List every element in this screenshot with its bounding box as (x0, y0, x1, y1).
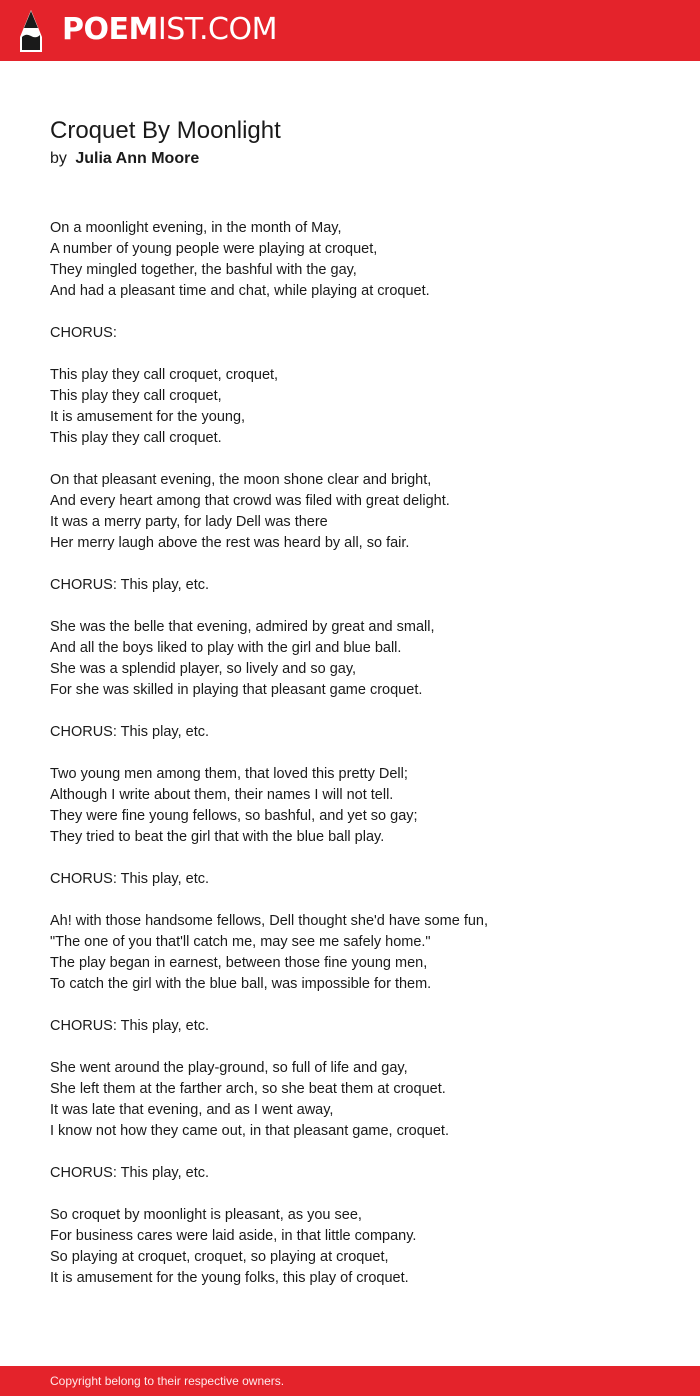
poem-line: She left them at the farther arch, so she beat them at croquet. (50, 1081, 446, 1097)
poem-body (50, 218, 670, 1310)
poem-line: On a moonlight evening, in the month of May, (50, 220, 342, 236)
poem-stanza (50, 1205, 670, 1289)
poem-stanza (50, 911, 670, 995)
poem-line: They mingled together, the bashful with the gay, (50, 262, 357, 278)
poem-stanza (50, 470, 670, 554)
copyright-text: Copyright belong to their respective owners. (50, 1374, 285, 1388)
poem-line: Her merry laugh above the rest was heard by all, so fair. (50, 535, 410, 551)
poem-line: She was a splendid player, so lively and so gay, (50, 661, 357, 677)
poem-line: On that pleasant evening, the moon shone clear and bright, (50, 472, 432, 488)
author-name: Julia Ann Moore (75, 150, 200, 167)
poem-line: They tried to beat the girl that with the blue ball play. (50, 829, 385, 845)
poem-line: This play they call croquet. (50, 430, 222, 446)
poem-line: So croquet by moonlight is pleasant, as you see, (50, 1207, 362, 1223)
poem-stanza (50, 365, 670, 449)
poem-line: She went around the play-ground, so full of life and gay, (50, 1060, 408, 1076)
poem-stanza (50, 617, 670, 701)
poem-stanza (50, 1016, 670, 1037)
poem-line: To catch the girl with the blue ball, was impossible for them. (50, 976, 432, 992)
poem-stanza (50, 722, 670, 743)
site-header (0, 0, 700, 61)
poem-stanza (50, 869, 670, 890)
poem-byline (50, 148, 199, 170)
poem-line: And all the boys liked to play with the girl and blue ball. (50, 640, 402, 656)
poem-stanza (50, 218, 670, 302)
logo-bold-text: POEM (62, 12, 158, 47)
logo-light-text: IST.COM (157, 12, 277, 47)
pencil-logo-icon[interactable] (18, 10, 44, 52)
poem-line: It is amusement for the young, (50, 409, 246, 425)
poem-line: I know not how they came out, in that pleasant game, croquet. (50, 1123, 449, 1139)
poem-line: This play they call croquet, croquet, (50, 367, 279, 383)
poem-stanza (50, 1163, 670, 1184)
site-footer (0, 1366, 700, 1396)
poem-line: A number of young people were playing at croquet, (50, 241, 378, 257)
poem-line: It is amusement for the young folks, this play of croquet. (50, 1270, 409, 1286)
poem-line: Two young men among them, that loved this pretty Dell; (50, 766, 408, 782)
poem-line: So playing at croquet, croquet, so playing at croquet, (50, 1249, 389, 1265)
poem-line: It was late that evening, and as I went away, (50, 1102, 334, 1118)
poem-stanza (50, 1058, 670, 1142)
poem-title: Croquet By Moonlight (50, 117, 281, 144)
poem-line: CHORUS: This play, etc. (50, 577, 210, 593)
poem-line: And had a pleasant time and chat, while playing at croquet. (50, 283, 430, 299)
poem-line: CHORUS: This play, etc. (50, 724, 210, 740)
poem-line: Ah! with those handsome fellows, Dell thought she'd have some fun, (50, 913, 489, 929)
poem-line: Although I write about them, their names I will not tell. (50, 787, 394, 803)
poem-line: "The one of you that'll catch me, may see me safely home." (50, 934, 431, 950)
poem-line: And every heart among that crowd was filed with great delight. (50, 493, 450, 509)
poem-stanza (50, 764, 670, 848)
poem-line: CHORUS: (50, 325, 117, 341)
poem-line: CHORUS: This play, etc. (50, 1165, 210, 1181)
poem-line: CHORUS: This play, etc. (50, 871, 210, 887)
poem-line: She was the belle that evening, admired by great and small, (50, 619, 435, 635)
poem-stanza (50, 575, 670, 596)
by-label: by (50, 150, 67, 167)
poem-line: For business cares were laid aside, in that little company. (50, 1228, 417, 1244)
poem-line: It was a merry party, for lady Dell was there (50, 514, 328, 530)
poem-line: They were fine young fellows, so bashful, and yet so gay; (50, 808, 418, 824)
poem-line: For she was skilled in playing that pleasant game croquet. (50, 682, 423, 698)
poem-line: The play began in earnest, between those fine young men, (50, 955, 428, 971)
poem-line: CHORUS: This play, etc. (50, 1018, 210, 1034)
poem-line: This play they call croquet, (50, 388, 222, 404)
site-logo-text[interactable] (62, 12, 277, 48)
poem-stanza (50, 323, 670, 344)
